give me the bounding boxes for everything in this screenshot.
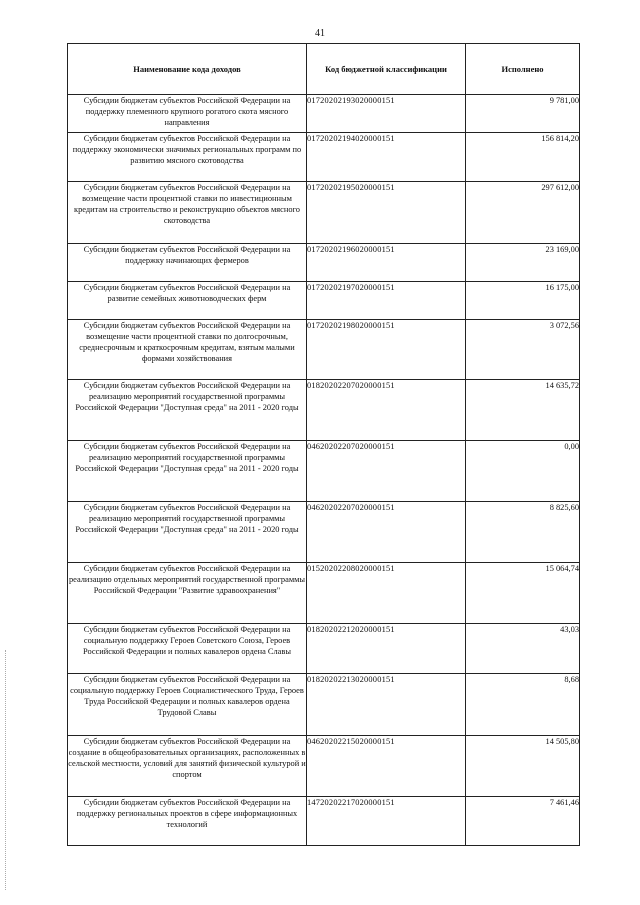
table-row bbox=[68, 441, 580, 502]
table-row bbox=[68, 320, 580, 380]
revenue-name: Субсидии бюджетам субъектов Российской Федерации на поддержку региональных проектов в сфере информационных технологий bbox=[68, 797, 307, 846]
revenue-name: Субсидии бюджетам субъектов Российской Федерации на поддержку племенного крупного рогатого скота мясного направления bbox=[68, 95, 307, 133]
table-row bbox=[68, 133, 580, 182]
executed-amount: 23 169,00 bbox=[466, 244, 580, 282]
executed-amount: 14 635,72 bbox=[466, 380, 580, 441]
header-executed: Исполнено bbox=[466, 44, 580, 95]
executed-amount: 8,68 bbox=[466, 674, 580, 736]
budget-code: 01820202213020000151 bbox=[307, 674, 466, 736]
revenue-name: Субсидии бюджетам субъектов Российской Федерации на поддержку экономически значимых региональных программ по развитию мясного скотоводства bbox=[68, 133, 307, 182]
budget-revenue-table bbox=[67, 43, 580, 846]
table-row bbox=[68, 563, 580, 624]
executed-amount: 297 612,00 bbox=[466, 182, 580, 244]
budget-code: 01720202194020000151 bbox=[307, 133, 466, 182]
budget-code: 01720202193020000151 bbox=[307, 95, 466, 133]
executed-amount: 43,03 bbox=[466, 624, 580, 674]
executed-amount: 15 064,74 bbox=[466, 563, 580, 624]
executed-amount: 9 781,00 bbox=[466, 95, 580, 133]
table-row bbox=[68, 244, 580, 282]
budget-code: 01720202196020000151 bbox=[307, 244, 466, 282]
executed-amount: 0,00 bbox=[466, 441, 580, 502]
budget-code: 04620202207020000151 bbox=[307, 441, 466, 502]
executed-amount: 16 175,00 bbox=[466, 282, 580, 320]
table-row bbox=[68, 182, 580, 244]
executed-amount: 3 072,56 bbox=[466, 320, 580, 380]
budget-code: 01720202195020000151 bbox=[307, 182, 466, 244]
budget-code: 01720202198020000151 bbox=[307, 320, 466, 380]
table-header-row bbox=[68, 44, 580, 95]
table-row bbox=[68, 736, 580, 797]
revenue-name: Субсидии бюджетам субъектов Российской Федерации на возмещение части процентной ставки по долгосрочным, среднесрочным и краткосрочным кредитам, взятым малыми формами хозяйствования bbox=[68, 320, 307, 380]
budget-code: 01720202197020000151 bbox=[307, 282, 466, 320]
revenue-name: Субсидии бюджетам субъектов Российской Федерации на социальную поддержку Героев Советского Союза, Героев Российской Федерации и полных кавалеров ордена Славы bbox=[68, 624, 307, 674]
header-revenue-name: Наименование кода доходов bbox=[68, 44, 307, 95]
table-row bbox=[68, 380, 580, 441]
revenue-name: Субсидии бюджетам субъектов Российской Федерации на реализацию отдельных мероприятий государственной программы Российской Федерации "Развитие здравоохранения" bbox=[68, 563, 307, 624]
budget-code: 04620202207020000151 bbox=[307, 502, 466, 563]
revenue-name: Субсидии бюджетам субъектов Российской Федерации на развитие семейных животноводческих ферм bbox=[68, 282, 307, 320]
budget-code: 01820202212020000151 bbox=[307, 624, 466, 674]
table-row bbox=[68, 502, 580, 563]
revenue-name: Субсидии бюджетам субъектов Российской Федерации на реализацию мероприятий государственной программы Российской Федерации "Доступная среда" на 2011 - 2020 годы bbox=[68, 441, 307, 502]
revenue-name: Субсидии бюджетам субъектов Российской Федерации на реализацию мероприятий государственной программы Российской Федерации "Доступная среда" на 2011 - 2020 годы bbox=[68, 502, 307, 563]
header-budget-code: Код бюджетной классификации bbox=[307, 44, 466, 95]
executed-amount: 8 825,60 bbox=[466, 502, 580, 563]
revenue-name: Субсидии бюджетам субъектов Российской Федерации на поддержку начинающих фермеров bbox=[68, 244, 307, 282]
page-number: 41 bbox=[315, 28, 325, 39]
table-row bbox=[68, 282, 580, 320]
revenue-name: Субсидии бюджетам субъектов Российской Федерации на социальную поддержку Героев Социалистического Труда, Героев Труда Российской Федерации и полных кавалеров ордена Трудовой Славы bbox=[68, 674, 307, 736]
budget-code: 01520202208020000151 bbox=[307, 563, 466, 624]
revenue-name: Субсидии бюджетам субъектов Российской Федерации на реализацию мероприятий государственной программы Российской Федерации "Доступная среда" на 2011 - 2020 годы bbox=[68, 380, 307, 441]
table-row bbox=[68, 797, 580, 846]
executed-amount: 156 814,20 bbox=[466, 133, 580, 182]
revenue-name: Субсидии бюджетам субъектов Российской Федерации на создание в общеобразовательных организациях, расположенных в сельской местности, условий для занятий физической культурой и спортом bbox=[68, 736, 307, 797]
revenue-name: Субсидии бюджетам субъектов Российской Федерации на возмещение части процентной ставки по инвестиционным кредитам на строительство и реконструкцию объектов мясного скотоводства bbox=[68, 182, 307, 244]
table-row bbox=[68, 95, 580, 133]
budget-code: 04620202215020000151 bbox=[307, 736, 466, 797]
budget-code: 01820202207020000151 bbox=[307, 380, 466, 441]
scan-margin-marks bbox=[5, 650, 10, 890]
executed-amount: 14 505,80 bbox=[466, 736, 580, 797]
table-row bbox=[68, 674, 580, 736]
table-row bbox=[68, 624, 580, 674]
executed-amount: 7 461,46 bbox=[466, 797, 580, 846]
budget-code: 14720202217020000151 bbox=[307, 797, 466, 846]
